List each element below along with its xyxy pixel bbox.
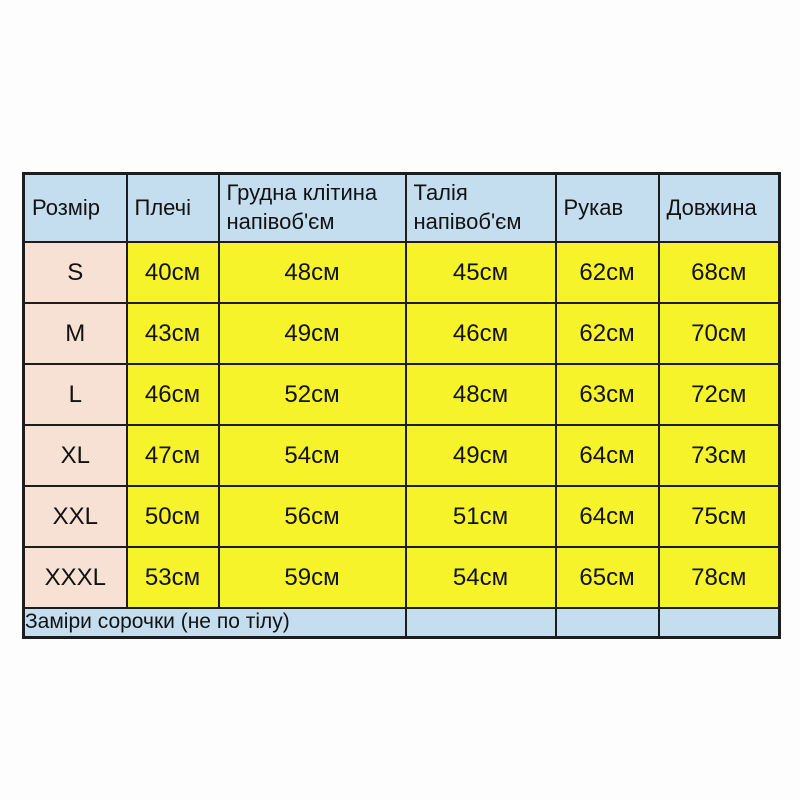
measurement-cell: 47см <box>127 425 219 486</box>
footer-empty-cell <box>659 608 780 637</box>
footer-empty-cell <box>556 608 659 637</box>
header-cell-chest: Грудна клітина напівоб'єм <box>219 174 406 243</box>
measurement-cell: 40см <box>127 242 219 303</box>
measurement-cell: 65см <box>556 547 659 608</box>
size-label: XL <box>24 425 127 486</box>
table-row-xxxl <box>24 547 780 608</box>
measurement-cell: 72см <box>659 364 780 425</box>
measurement-cell: 64см <box>556 486 659 547</box>
size-label: L <box>24 364 127 425</box>
measurement-cell: 70см <box>659 303 780 364</box>
table-row-xl <box>24 425 780 486</box>
footer-row <box>24 608 780 637</box>
header-cell-shoulders: Плечі <box>127 174 219 243</box>
size-chart-table <box>22 172 781 639</box>
measurement-cell: 56см <box>219 486 406 547</box>
measurement-cell: 45см <box>406 242 556 303</box>
measurement-cell: 51см <box>406 486 556 547</box>
measurement-cell: 50см <box>127 486 219 547</box>
measurement-cell: 73см <box>659 425 780 486</box>
measurement-cell: 59см <box>219 547 406 608</box>
header-cell-length: Довжина <box>659 174 780 243</box>
size-label: XXL <box>24 486 127 547</box>
measurement-cell: 43см <box>127 303 219 364</box>
size-label: S <box>24 242 127 303</box>
measurement-cell: 62см <box>556 242 659 303</box>
measurement-cell: 49см <box>406 425 556 486</box>
size-label: M <box>24 303 127 364</box>
footer-empty-cell <box>406 608 556 637</box>
header-cell-sleeve: Рукав <box>556 174 659 243</box>
measurement-cell: 54см <box>219 425 406 486</box>
measurement-cell: 48см <box>406 364 556 425</box>
table-row-l <box>24 364 780 425</box>
measurement-cell: 53см <box>127 547 219 608</box>
measurement-cell: 48см <box>219 242 406 303</box>
table-row-m <box>24 303 780 364</box>
measurement-cell: 62см <box>556 303 659 364</box>
measurement-cell: 49см <box>219 303 406 364</box>
header-cell-waist: Талія напівоб'єм <box>406 174 556 243</box>
measurement-cell: 78см <box>659 547 780 608</box>
table-row-xxl <box>24 486 780 547</box>
measurement-cell: 75см <box>659 486 780 547</box>
measurement-cell: 46см <box>127 364 219 425</box>
measurement-cell: 52см <box>219 364 406 425</box>
header-row <box>24 174 780 243</box>
measurement-cell: 68см <box>659 242 780 303</box>
measurement-cell: 54см <box>406 547 556 608</box>
measurement-cell: 63см <box>556 364 659 425</box>
measurement-cell: 46см <box>406 303 556 364</box>
size-label: XXXL <box>24 547 127 608</box>
header-cell-size: Розмір <box>24 174 127 243</box>
measurement-cell: 64см <box>556 425 659 486</box>
footer-note: Заміри сорочки (не по тілу) <box>24 608 406 637</box>
table-row-s <box>24 242 780 303</box>
